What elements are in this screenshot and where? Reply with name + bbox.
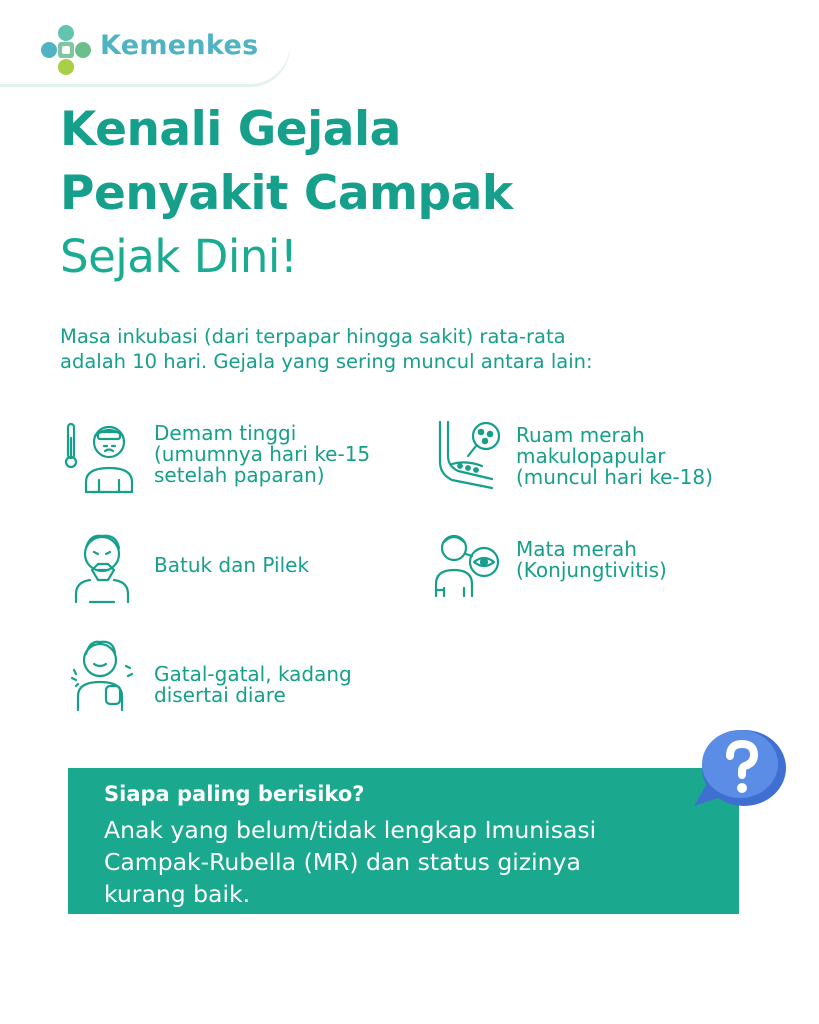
symptom-label: Batuk dan Pilek	[154, 553, 310, 577]
itching-icon	[70, 636, 140, 712]
symptom-label: Gatal-gatal, kadang disertai diare	[154, 662, 352, 707]
page-title-line-3: Sejak Dini!	[60, 230, 298, 283]
red-eye-icon	[432, 530, 502, 606]
brand-name: Kemenkes	[100, 30, 259, 61]
cough-sneeze-icon	[70, 530, 140, 606]
callout-question: Siapa paling berisiko?	[104, 782, 365, 806]
kemenkes-logo-icon	[40, 24, 92, 76]
intro-line: adalah 10 hari. Gejala yang sering muncul antara lain:	[60, 350, 593, 373]
skin-rash-icon	[432, 416, 502, 492]
intro-text	[60, 324, 760, 374]
symptom-label: Ruam merah makulopapular (muncul hari ke-18)	[516, 423, 713, 489]
intro-line: Masa inkubasi (dari terpapar hingga sakit) rata-rata	[60, 325, 566, 348]
symptom-label: Mata merah (Konjungtivitis)	[516, 537, 667, 582]
risk-callout	[68, 768, 739, 914]
page-title-line-2: Penyakit Campak	[60, 166, 513, 221]
callout-answer: Anak yang belum/tidak lengkap Imunisasi Campak-Rubella (MR) dan status gizinya kurang baik.	[104, 816, 597, 908]
symptom-label: Demam tinggi (umumnya hari ke-15 setelah paparan)	[154, 421, 371, 487]
page-title-line-1: Kenali Gejala	[60, 102, 401, 157]
question-bubble-icon	[686, 722, 790, 812]
fever-thermometer-icon	[64, 420, 134, 496]
